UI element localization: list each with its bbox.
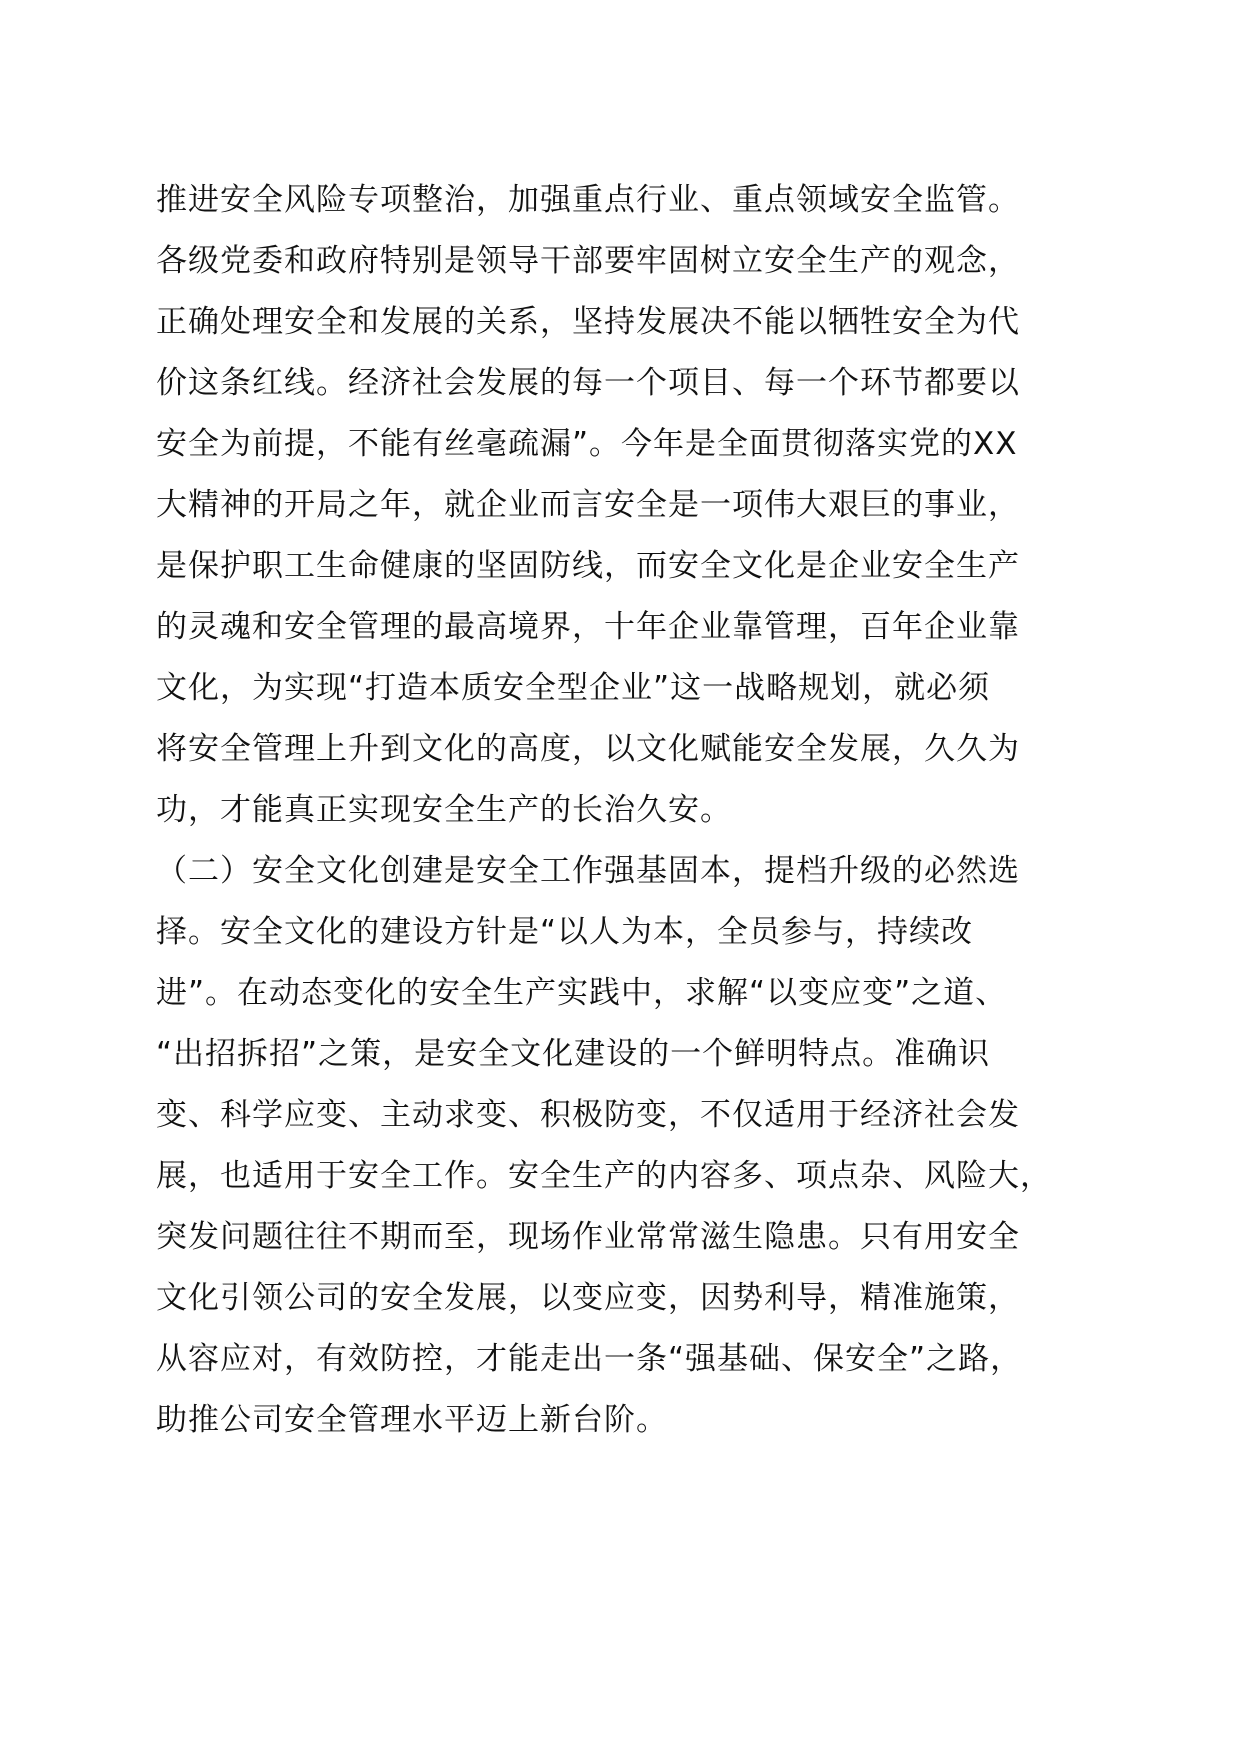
text-line: 突发问题往往不期而至，现场作业常常滋生隐患。只有用安全 bbox=[156, 1219, 1020, 1255]
text-line: 变、科学应变、主动求变、积极防变，不仅适用于经济社会发 bbox=[156, 1097, 1020, 1133]
text-line: 助推公司安全管理水平迈上新台阶。 bbox=[156, 1402, 668, 1438]
text-line: “出招拆招”之策，是安全文化建设的一个鲜明特点。准确识 bbox=[156, 1036, 991, 1072]
text-line: 择。安全文化的建设方针是“以人为本，全员参与，持续改 bbox=[156, 914, 974, 950]
text-line: 推进安全风险专项整治，加强重点行业、重点领域安全监管。 bbox=[156, 182, 1020, 218]
text-line: （二）安全文化创建是安全工作强基固本，提档升级的必然选 bbox=[156, 853, 1020, 889]
text-line: 大精神的开局之年，就企业而言安全是一项伟大艰巨的事业， bbox=[156, 487, 1020, 523]
document-body bbox=[156, 170, 1096, 1451]
text-line: 从容应对，有效防控，才能走出一条“强基础、保安全”之路， bbox=[156, 1341, 1023, 1377]
text-line: 进”。在动态变化的安全生产实践中，求解“以变应变”之道、 bbox=[156, 975, 1008, 1011]
text-line: 功，才能真正实现安全生产的长治久安。 bbox=[156, 792, 732, 828]
text-line: 是保护职工生命健康的坚固防线，而安全文化是企业安全生产 bbox=[156, 548, 1020, 584]
text-line: 正确处理安全和发展的关系，坚持发展决不能以牺牲安全为代 bbox=[156, 304, 1020, 340]
text-line: 安全为前提，不能有丝毫疏漏”。今年是全面贯彻落实党的XX bbox=[156, 426, 1018, 462]
text-line: 文化引领公司的安全发展，以变应变，因势利导，精准施策， bbox=[156, 1280, 1020, 1316]
text-line: 的灵魂和安全管理的最高境界，十年企业靠管理，百年企业靠 bbox=[156, 609, 1020, 645]
paragraph-1 bbox=[156, 170, 1096, 841]
text-line: 将安全管理上升到文化的高度，以文化赋能安全发展，久久为 bbox=[156, 731, 1020, 767]
paragraph-2 bbox=[156, 841, 1096, 1451]
text-line: 展，也适用于安全工作。安全生产的内容多、项点杂、风险大， bbox=[156, 1158, 1052, 1194]
text-line: 各级党委和政府特别是领导干部要牢固树立安全生产的观念， bbox=[156, 243, 1020, 279]
text-line: 价这条红线。经济社会发展的每一个项目、每一个环节都要以 bbox=[156, 365, 1020, 401]
text-line: 文化，为实现“打造本质安全型企业”这一战略规划，就必须 bbox=[156, 670, 991, 706]
